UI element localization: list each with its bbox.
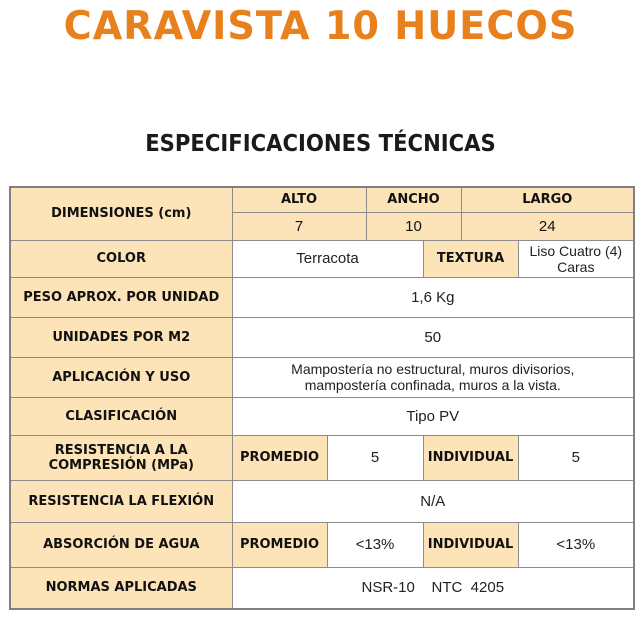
color-value: Terracota <box>232 240 423 277</box>
ancho-header: ANCHO <box>366 187 461 212</box>
application-value <box>232 357 634 397</box>
table-row-flexion <box>10 480 634 522</box>
compression-label <box>10 435 232 480</box>
norms-label: NORMAS APLICADAS <box>10 567 232 609</box>
norms-value: NSR-10 NTC 4205 <box>232 567 634 609</box>
table-row-units <box>10 317 634 357</box>
compression-avg-value: 5 <box>327 435 423 480</box>
dimensions-label: DIMENSIONES (cm) <box>10 187 232 240</box>
classification-label: CLASIFICACIÓN <box>10 397 232 435</box>
alto-value: 7 <box>232 212 366 240</box>
texture-value: Liso Cuatro (4) Caras <box>518 240 634 277</box>
application-label: APLICACIÓN Y USO <box>10 357 232 397</box>
product-title: CARAVISTA 10 HUECOS <box>63 4 578 49</box>
classification-value: Tipo PV <box>232 397 634 435</box>
alto-header: ALTO <box>232 187 366 212</box>
ancho-value: 10 <box>366 212 461 240</box>
absorption-avg-value: <13% <box>327 522 423 567</box>
flexion-label: RESISTENCIA LA FLEXIÓN <box>10 480 232 522</box>
table-row-color <box>10 240 634 277</box>
absorption-ind-label: INDIVIDUAL <box>423 522 518 567</box>
section-title: ESPECIFICACIONES TÉCNICAS <box>145 131 496 157</box>
compression-avg-label: PROMEDIO <box>232 435 327 480</box>
absorption-label: ABSORCIÓN DE AGUA <box>10 522 232 567</box>
application-line-1: Mampostería no estructural, muros divisorios, <box>291 361 575 377</box>
specs-table <box>9 186 635 610</box>
texture-label: TEXTURA <box>423 240 518 277</box>
table-row-absorption <box>10 522 634 567</box>
compression-label-line-1: RESISTENCIA A LA <box>54 442 188 458</box>
table-row-dimensions-header <box>10 187 634 212</box>
table-row-classification <box>10 397 634 435</box>
table-row-application <box>10 357 634 397</box>
largo-value: 24 <box>461 212 634 240</box>
table-row-compression <box>10 435 634 480</box>
flexion-value: N/A <box>232 480 634 522</box>
compression-ind-label: INDIVIDUAL <box>423 435 518 480</box>
absorption-ind-value: <13% <box>518 522 634 567</box>
color-label: COLOR <box>10 240 232 277</box>
compression-ind-value: 5 <box>518 435 634 480</box>
units-value: 50 <box>232 317 634 357</box>
table-row-norms <box>10 567 634 609</box>
compression-label-line-2: COMPRESIÓN (MPa) <box>48 457 194 473</box>
weight-value: 1,6 Kg <box>232 277 634 317</box>
weight-label: PESO APROX. POR UNIDAD <box>10 277 232 317</box>
table-row-weight <box>10 277 634 317</box>
largo-header: LARGO <box>461 187 634 212</box>
units-label: UNIDADES POR M2 <box>10 317 232 357</box>
absorption-avg-label: PROMEDIO <box>232 522 327 567</box>
application-line-2: mampostería confinada, muros a la vista. <box>304 377 561 393</box>
